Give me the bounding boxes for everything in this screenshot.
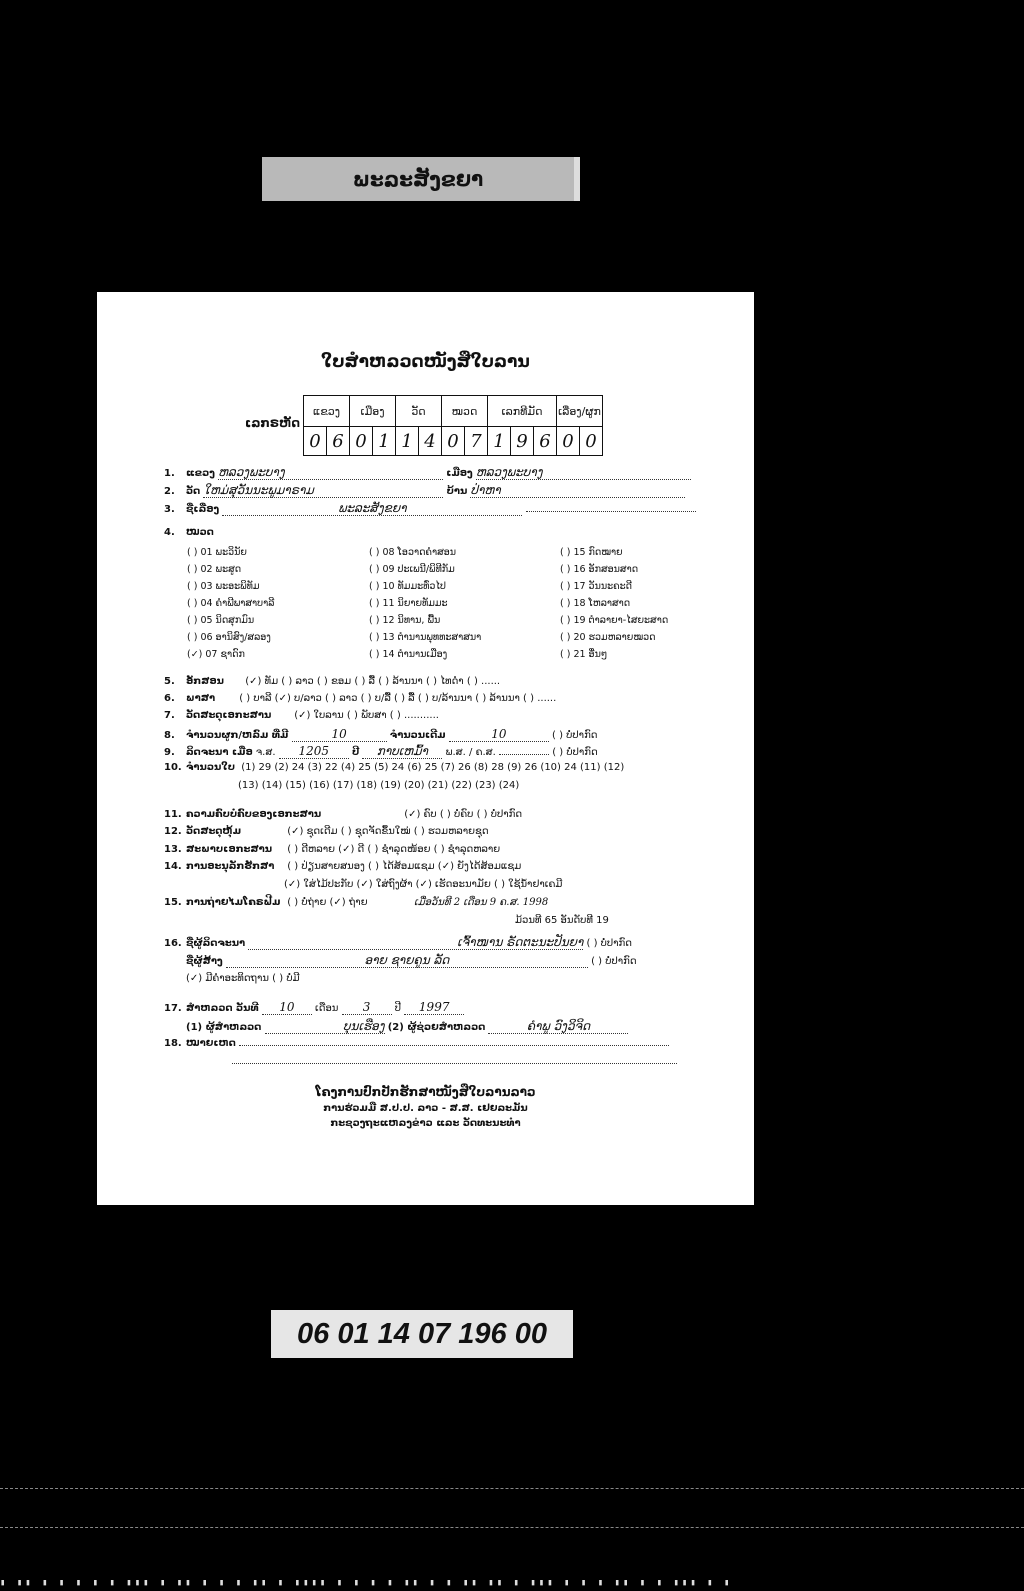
field-label: ລິດຈະນາ ເມື່ອ (186, 747, 253, 758)
field-colophon: (✓) ມີຄໍາອະທິດຖານ ( ) ບໍ່ມີ (186, 973, 300, 984)
leaf-count-row-2: (13) (14) (15) (16) (17) (18) (19) (20) (21) (22) (23) (24) (238, 780, 520, 791)
field-value: ເຈົ້າໜານ ຣັດຕະນະປັນຍາ (248, 935, 583, 950)
field-number: 14. (164, 861, 182, 872)
code-digit: 0 (350, 427, 373, 456)
field-options: (✓) ໃບລານ ( ) ພັບສາ ( ) ........... (294, 710, 439, 721)
category-option-selected: (✓) 07 ຊາດົກ (187, 649, 245, 660)
field-label: ຈໍານວນໃບ (186, 762, 236, 773)
category-option: ( ) 09 ປະເພນີ/ພິທີກັມ (369, 564, 455, 575)
field-label: ຈ.ສ. (255, 747, 276, 758)
field-label: ເດືອນ (315, 1003, 339, 1014)
field-number: 16. (164, 938, 182, 949)
conservation-options-row-2: (✓) ໃສ່ໄມ້ປະກັບ (✓) ໃສ່ຖົງຜ້າ (✓) ເຮັດອະນາມັຍ ( ) ໃຊ້ນໍ້າຢາເຄມີ (284, 879, 563, 890)
field-label: ຊື່ຜູ້ສ້າງ (186, 956, 223, 967)
category-option: ( ) 06 ອານິສົງ/ສລອງ (187, 632, 271, 643)
code-header-province: ແຂວງ (304, 396, 350, 427)
field-label: ອັກສອນ (186, 676, 224, 687)
code-digit: 4 (419, 427, 442, 456)
category-option: ( ) 21 ອື່ນໆ (560, 649, 608, 660)
field-number: 12. (164, 826, 182, 837)
field-number: 5. (164, 676, 175, 687)
field-number: 10. (164, 762, 182, 773)
field-options: ( ) ດີຫລາຍ (✓) ດີ ( ) ຊໍາລຸດໜ້ອຍ ( ) ຊໍາລຸດຫລາຍ (287, 844, 501, 855)
field-label: ປີ (394, 1003, 402, 1014)
document-title-strip: ພະລະສັງຂຍາ (262, 157, 580, 201)
field-microfilm (164, 897, 548, 908)
code-digit: 6 (327, 427, 350, 456)
field-number: 3. (164, 504, 175, 515)
category-option: ( ) 11 ນິຍາຍທັມມະ (369, 598, 448, 609)
field-condition (164, 844, 500, 855)
code-digit: 1 (488, 427, 511, 456)
field-label: ພາສາ (186, 693, 216, 704)
field-label: ໝວດ (186, 527, 214, 538)
code-digit: 0 (557, 427, 580, 456)
field-value: 1205 (279, 744, 349, 759)
field-value: ອາຍ ຊາຍຄູນ ລັດ (226, 953, 588, 968)
field-fascicle-count (164, 727, 597, 742)
category-option: ( ) 15 ກົດໝາຍ (560, 547, 623, 558)
field-number: 11. (164, 809, 182, 820)
field-label: (2) ຜູ້ຊ່ວຍສໍາຫລວດ (387, 1022, 486, 1033)
code-header-category: ໝວດ (442, 396, 488, 427)
field-value: 10 (262, 1000, 312, 1015)
code-header-temple: ວັດ (396, 396, 442, 427)
field-cover (164, 826, 489, 837)
footer-ministry: ກະຊວງຖະແຫລງຂ່າວ ແລະ ວັດທະນະທໍາ (330, 1118, 521, 1129)
field-options: ( ) ບໍ່ຖ່າຍ (✓) ຖ່າຍ (287, 897, 368, 908)
category-option: ( ) 01 ພະວິນັຍ (187, 547, 247, 558)
field-value: ພະລະສັງຂຍາ (222, 501, 522, 516)
field-temple (164, 483, 685, 498)
category-option: ( ) 20 ຮວມຫລາຍໝວດ (560, 632, 656, 643)
category-option: ( ) 04 ຄໍາພີພາສາບາລີ (187, 598, 275, 609)
category-option: ( ) 12 ນິທານ, ພື້ນ (369, 615, 441, 626)
field-number: 9. (164, 747, 175, 758)
code-header-fascicle: ເລື່ອງ/ຜູກ (557, 396, 603, 427)
leaf-count-row: (1) 29 (2) 24 (3) 22 (4) 25 (5) 24 (6) 25 (7) 26 (8) 28 (9) 26 (10) 24 (11) (12) (241, 762, 625, 773)
field-label: ປີ (351, 747, 360, 758)
field-options: ( ) ບາລີ (✓) ບ/ລາວ ( ) ລາວ ( ) ບ/ລື້ ( ) ລື້ ( ) ບ/ລ້ານນາ ( ) ລ້ານນາ ( ) ...... (239, 693, 557, 704)
field-label: ສະພາບເອກະສານ (186, 844, 273, 855)
code-header-district: ເມືອງ (350, 396, 396, 427)
category-option: ( ) 05 ນິດສຸກມົນ (187, 615, 255, 626)
field-number: 4. (164, 527, 175, 538)
field-label: ຊື່ຜູ້ລິດຈະນາ (186, 938, 246, 949)
reference-number-label: 06 01 14 07 196 00 (271, 1310, 573, 1358)
field-label: ໝາຍເຫດ (186, 1038, 236, 1049)
field-value: ຫລວງພະບາງ (476, 465, 691, 480)
field-label: ແຂວງ (186, 468, 215, 479)
field-surveyors (186, 1019, 628, 1034)
category-option: ( ) 16 ອັກສອນສາດ (560, 564, 639, 575)
category-option: ( ) 08 ໂອວາດຄໍາສອນ (369, 547, 457, 558)
field-category (164, 527, 214, 538)
field-number: 2. (164, 486, 175, 497)
field-value: ຄໍາພູ ວົງວິຈິດ (488, 1019, 628, 1034)
field-composition-date (164, 744, 598, 759)
field-label: ວັດ (186, 486, 201, 497)
field-label: ການຖ່າຍໄມໂຄຣຟີມ (186, 897, 281, 908)
code-digit: 6 (534, 427, 557, 456)
footer-cooperation: ການຮ່ວມມື ສ.ປ.ປ. ລາວ - ສ.ສ. ເຢຍລະມັນ (323, 1103, 528, 1114)
field-label: (1) ຜູ້ສໍາຫລວດ (186, 1022, 262, 1033)
field-value: ຫລວງພະບາງ (218, 465, 443, 480)
category-option: ( ) 13 ຕໍານານພຸທທະສາສນາ (369, 632, 482, 643)
category-option: ( ) 19 ຕໍາລາຍາ-ໄສຍະສາດ (560, 615, 669, 626)
field-options: ( ) ບໍ່ປາກົດ (586, 938, 632, 949)
field-value: 10 (292, 727, 387, 742)
code-digit: 1 (373, 427, 396, 456)
field-number: 6. (164, 693, 175, 704)
field-label: ວັດສະດຸຫຸ້ມ (186, 826, 242, 837)
microfilm-roll: ມ້ວນທີ 65 ອັນດັບທີ 19 (515, 915, 609, 926)
field-value: 1997 (404, 1000, 464, 1015)
category-option: ( ) 02 ພະສູດ (187, 564, 242, 575)
field-completeness (164, 809, 522, 820)
code-header-bundle: ເລກທີມັດ (488, 396, 557, 427)
field-number: 13. (164, 844, 182, 855)
field-label: ບ້ານ (446, 486, 468, 497)
field-title (164, 501, 696, 516)
field-number: 7. (164, 710, 175, 721)
field-value: 3 (342, 1000, 392, 1015)
code-digit: 7 (465, 427, 488, 456)
code-digit: 0 (304, 427, 327, 456)
field-number: 15. (164, 897, 182, 908)
field-label: ຈໍານວນເດີມ (389, 730, 446, 741)
field-value: ກາບເຫມົ້າ (362, 744, 442, 759)
field-province (164, 465, 691, 480)
field-options: (✓) ຄົບ ( ) ບໍ່ຄົບ ( ) ບໍ່ປາກົດ (404, 809, 523, 820)
field-value: ໃຫມ່ສຸວັນນະພູມາຣາມ (203, 483, 443, 498)
field-options: (✓) ຊຸດເດີມ ( ) ຊຸດຈັດຂຶ້ນໃໝ່ ( ) ຮວມຫລາຍຊຸດ (287, 826, 489, 837)
microfilm-date: ເມື່ອວັນທີ 2 ເດືອນ 9 ຄ.ສ. 1998 (413, 897, 549, 908)
field-value: 10 (449, 727, 549, 742)
field-options: ( ) ບໍ່ປາກົດ (552, 747, 598, 758)
code-digit: 0 (442, 427, 465, 456)
field-author (164, 935, 632, 950)
field-label: ຊື່ເລື່ອງ (186, 504, 220, 515)
category-column-3 (560, 544, 668, 663)
category-option: ( ) 17 ວັນນະຄະດີ (560, 581, 632, 592)
field-options: (✓) ທັມ ( ) ລາວ ( ) ຂອມ ( ) ລື້ ( ) ລ້ານນາ ( ) ໄທດໍາ ( ) ...... (245, 676, 501, 687)
film-edge-line (0, 1527, 1024, 1528)
field-label: ຈໍານວນຜູກ/ຫລົມ ທີ່ມີ (186, 730, 289, 741)
field-label: ວັດສະດຸເອກະສານ (186, 710, 272, 721)
film-edge-line (0, 1488, 1024, 1489)
category-column-2 (369, 544, 481, 663)
field-material (164, 710, 439, 721)
code-digit: 1 (396, 427, 419, 456)
form-title: ໃບສໍາຫລວດໜັງສືໃບລານ (321, 352, 530, 372)
code-label: ເລກຣຫັດ (245, 416, 300, 430)
field-remarks (164, 1038, 669, 1049)
field-options: ( ) ປ່ຽນສາຍສນອງ ( ) ໄດ້ສ້ອມແຊມ (✓) ຍັງໄດ້ສ້ອມແຊມ (287, 861, 522, 872)
field-survey-date (164, 1000, 464, 1015)
field-label: ເມືອງ (446, 468, 473, 479)
field-script (164, 676, 500, 687)
field-value: ບຸນເຮືອງ (265, 1019, 385, 1034)
field-conservation (164, 861, 521, 872)
code-digit: 0 (580, 427, 603, 456)
code-digit: 9 (511, 427, 534, 456)
code-table (303, 395, 603, 456)
field-label: ຄວາມຄົບບໍ່ຄົບຂອງເອກະສານ (186, 809, 322, 820)
category-option: ( ) 03 ພະອະພິທັມ (187, 581, 260, 592)
category-option: ( ) 18 ໂຫລາສາດ (560, 598, 631, 609)
footer-project: ໂຄງການປົກປັກຮັກສາໜັງສືໃບລານລາວ (315, 1085, 536, 1099)
field-number: 1. (164, 468, 175, 479)
field-number: 8. (164, 730, 175, 741)
category-option: ( ) 10 ທັມມະທົ່ວໄປ (369, 581, 446, 592)
field-value: ປ່າຫາ (470, 483, 685, 498)
field-language (164, 693, 556, 704)
field-label: ພ.ສ. / ຄ.ສ. (445, 747, 496, 758)
survey-form-sheet (97, 292, 754, 1205)
field-label: ສໍາຫລວດ ວັນທີ (186, 1003, 259, 1014)
field-number: 17. (164, 1003, 182, 1014)
category-option: ( ) 14 ຕໍານານເມືອງ (369, 649, 448, 660)
field-leaf-count (164, 762, 624, 773)
field-options: ( ) ບໍ່ປາກົດ (552, 730, 598, 741)
film-sprocket-marks: ▮ ▮▮ ▮ ▮ ▮ ▮ ▮ ▮▮▮ ▮ ▮▮ ▮ ▮ ▮ ▮▮ ▮ ▮▮▮▮ ▮ ▮ ▮ ▮ ▮▮ ▮ ▮ ▮▮ ▮▮ ▮ ▮▮▮ ▮ ▮ ▮ ▮▮ ▮ ▮ ▮▮▮ ▮ ▮ (0, 1578, 733, 1588)
field-options: ( ) ບໍ່ປາກົດ (591, 956, 637, 967)
field-sponsor (186, 953, 637, 968)
field-number: 18. (164, 1038, 182, 1049)
field-label: ການອະນຸລັກຮັກສາ (186, 861, 275, 872)
category-column-1 (187, 544, 274, 663)
